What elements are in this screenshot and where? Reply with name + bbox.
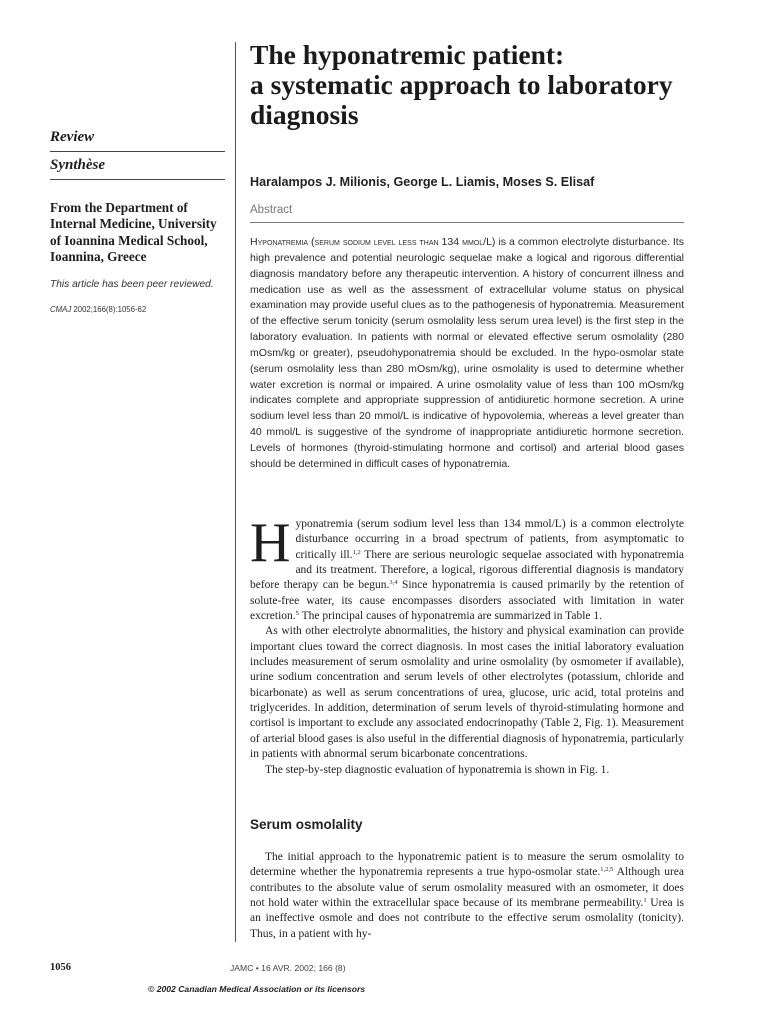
paragraph-stepwise: The step-by-step diagnostic evaluation of hyponatremia is shown in Fig. 1. xyxy=(265,763,610,776)
p1-text-c: Since hyponatremia is caused primarily by the retention of solute-free water, its cause encompasses disorders associated with limitation in water excretion. xyxy=(250,579,684,623)
abstract-rule xyxy=(250,222,684,223)
title-line-2: a systematic approach to laboratory xyxy=(250,69,673,100)
p1-text-b: There are serious neurologic sequelae associated with hyponatremia and its treatment. Therefore, a logical, rigorous differential diagnosis is mandatory before therapy can be begun. xyxy=(250,548,684,592)
reference-superscript: 3,4 xyxy=(389,579,398,587)
abstract-heading: Abstract xyxy=(250,204,293,216)
section-label-synthese xyxy=(50,156,225,180)
abstract-text xyxy=(250,235,684,473)
paragraph-history: As with other electrolyte abnormalities, the history and physical examination can provide important clues toward the correct diagnosis. In most cases the initial laboratory evaluation includes measurement of serum osmolality and urine osmolality (by osmometer if available), urine sodium concentration and serum levels of other electrolytes (potassium, chloride and bicarbonate) as well as serum concentrations of urea, glucose, uric acid, total proteins and triglycerides. In addition, determination of serum levels of thyroid-stimulating hormone and cortisol is important to exclude any associated endocrinopathy (Table 2, Fig. 1). Measurement of arterial blood gases is also useful in the differential diagnosis of hyponatremia, particularly in patients with abnormal serum bicarbonate concentrations. xyxy=(250,625,684,761)
column-divider xyxy=(235,42,236,942)
p4-text-b: Although urea contributes to the absolute value of serum osmolality measured with an osmometer, it does not hold water within the extracellular space because of its membrane permeability. xyxy=(250,866,684,910)
article-body xyxy=(250,512,684,778)
reference-superscript: 1 xyxy=(643,897,647,905)
copyright-notice: © 2002 Canadian Medical Association or its licensors xyxy=(148,984,366,994)
section-body xyxy=(250,850,684,942)
section-label-fr: Synthèse xyxy=(50,156,225,180)
peer-review-note: This article has been peer reviewed. xyxy=(50,279,214,290)
p1-text-a: yponatremia (serum sodium level less than 134 mmol/L) is a common electrolyte disturbance occurring in a broad spectrum of patients, from asymptomatic to critically ill. xyxy=(295,518,684,561)
authors: Haralampos J. Milionis, George L. Liamis, Moses S. Elisaf xyxy=(250,175,595,189)
section-heading: Serum osmolality xyxy=(250,817,363,832)
p4-text-c: Urea is an ineffective osmole and does not contribute to the effective serum osmolality (tonicity). Thus, in a patient with hy- xyxy=(250,897,685,940)
citation-journal: CMAJ xyxy=(50,305,72,314)
title-line-1: The hyponatremic patient: xyxy=(250,39,565,70)
p1-text-d: The principal causes of hyponatremia are summarized in Table 1. xyxy=(298,610,603,623)
p4-text-a: The initial approach to the hyponatremic patient is to measure the serum osmolality to determine whether the hyponatremia represents a true hypo-osmolar state. xyxy=(250,851,684,879)
author-affiliation: From the Department of Internal Medicine, University of Ioannina Medical School, Ioannina, Greece xyxy=(50,200,217,264)
citation-ref: 2002;166(8):1056-62 xyxy=(71,305,147,314)
abstract-body: is a common electrolyte disturbance. Its high prevalence and potential neurologic sequelae make a logical and rigorous differential diagnosis mandatory before any therapeutic intervention. A history of concurrent illness and medication use as well as the assessment of extracellular volume status on physical examination may provide useful clues as to the pathogenesis of hyponatremia. Measurement of the effective serum tonicity (serum osmolality less serum urea level) is the first step in the laboratory evaluation. In patients with normal or elevated effective serum osmolality (280 mOsm/kg or greater), pseudohyponatremia should be excluded. In the hypo-osmolar state (serum osmolality less than 280 mOsm/kg), urine osmolality is used to determine whether water excretion is normal or impaired. A urine osmolality value of less than 100 mOsm/kg indicates complete and appropriate suppression of antidiuretic hormone secretion. A urine sodium level less than 20 mmol/L is indicative of hypovolemia, whereas a level greater than 40 mmol/L is suggestive of the syndrome of inappropriate antidiuretic hormone secretion. Levels of hormones (thyroid-stimulating hormone and cortisol) and arterial blood gases should be determined in difficult cases of hyponatremia. xyxy=(250,236,684,470)
citation xyxy=(50,305,225,314)
paragraph-intro xyxy=(250,512,684,624)
section-label-review xyxy=(50,128,225,152)
article-title xyxy=(250,40,720,130)
title-line-3: diagnosis xyxy=(250,99,359,130)
drop-cap: H xyxy=(250,512,291,574)
reference-superscript: 1,2,5 xyxy=(600,866,614,874)
reference-superscript: 5 xyxy=(295,610,299,618)
journal-footer: JAMC • 16 AVR. 2002; 166 (8) xyxy=(230,963,346,973)
page-number: 1056 xyxy=(50,962,71,973)
paragraph-serum-osmolality xyxy=(250,850,684,942)
section-label-en: Review xyxy=(50,128,225,152)
reference-superscript: 1,2 xyxy=(352,548,361,556)
abstract-lead: Hyponatremia (serum sodium level less than 134 mmol/L) xyxy=(250,236,496,248)
